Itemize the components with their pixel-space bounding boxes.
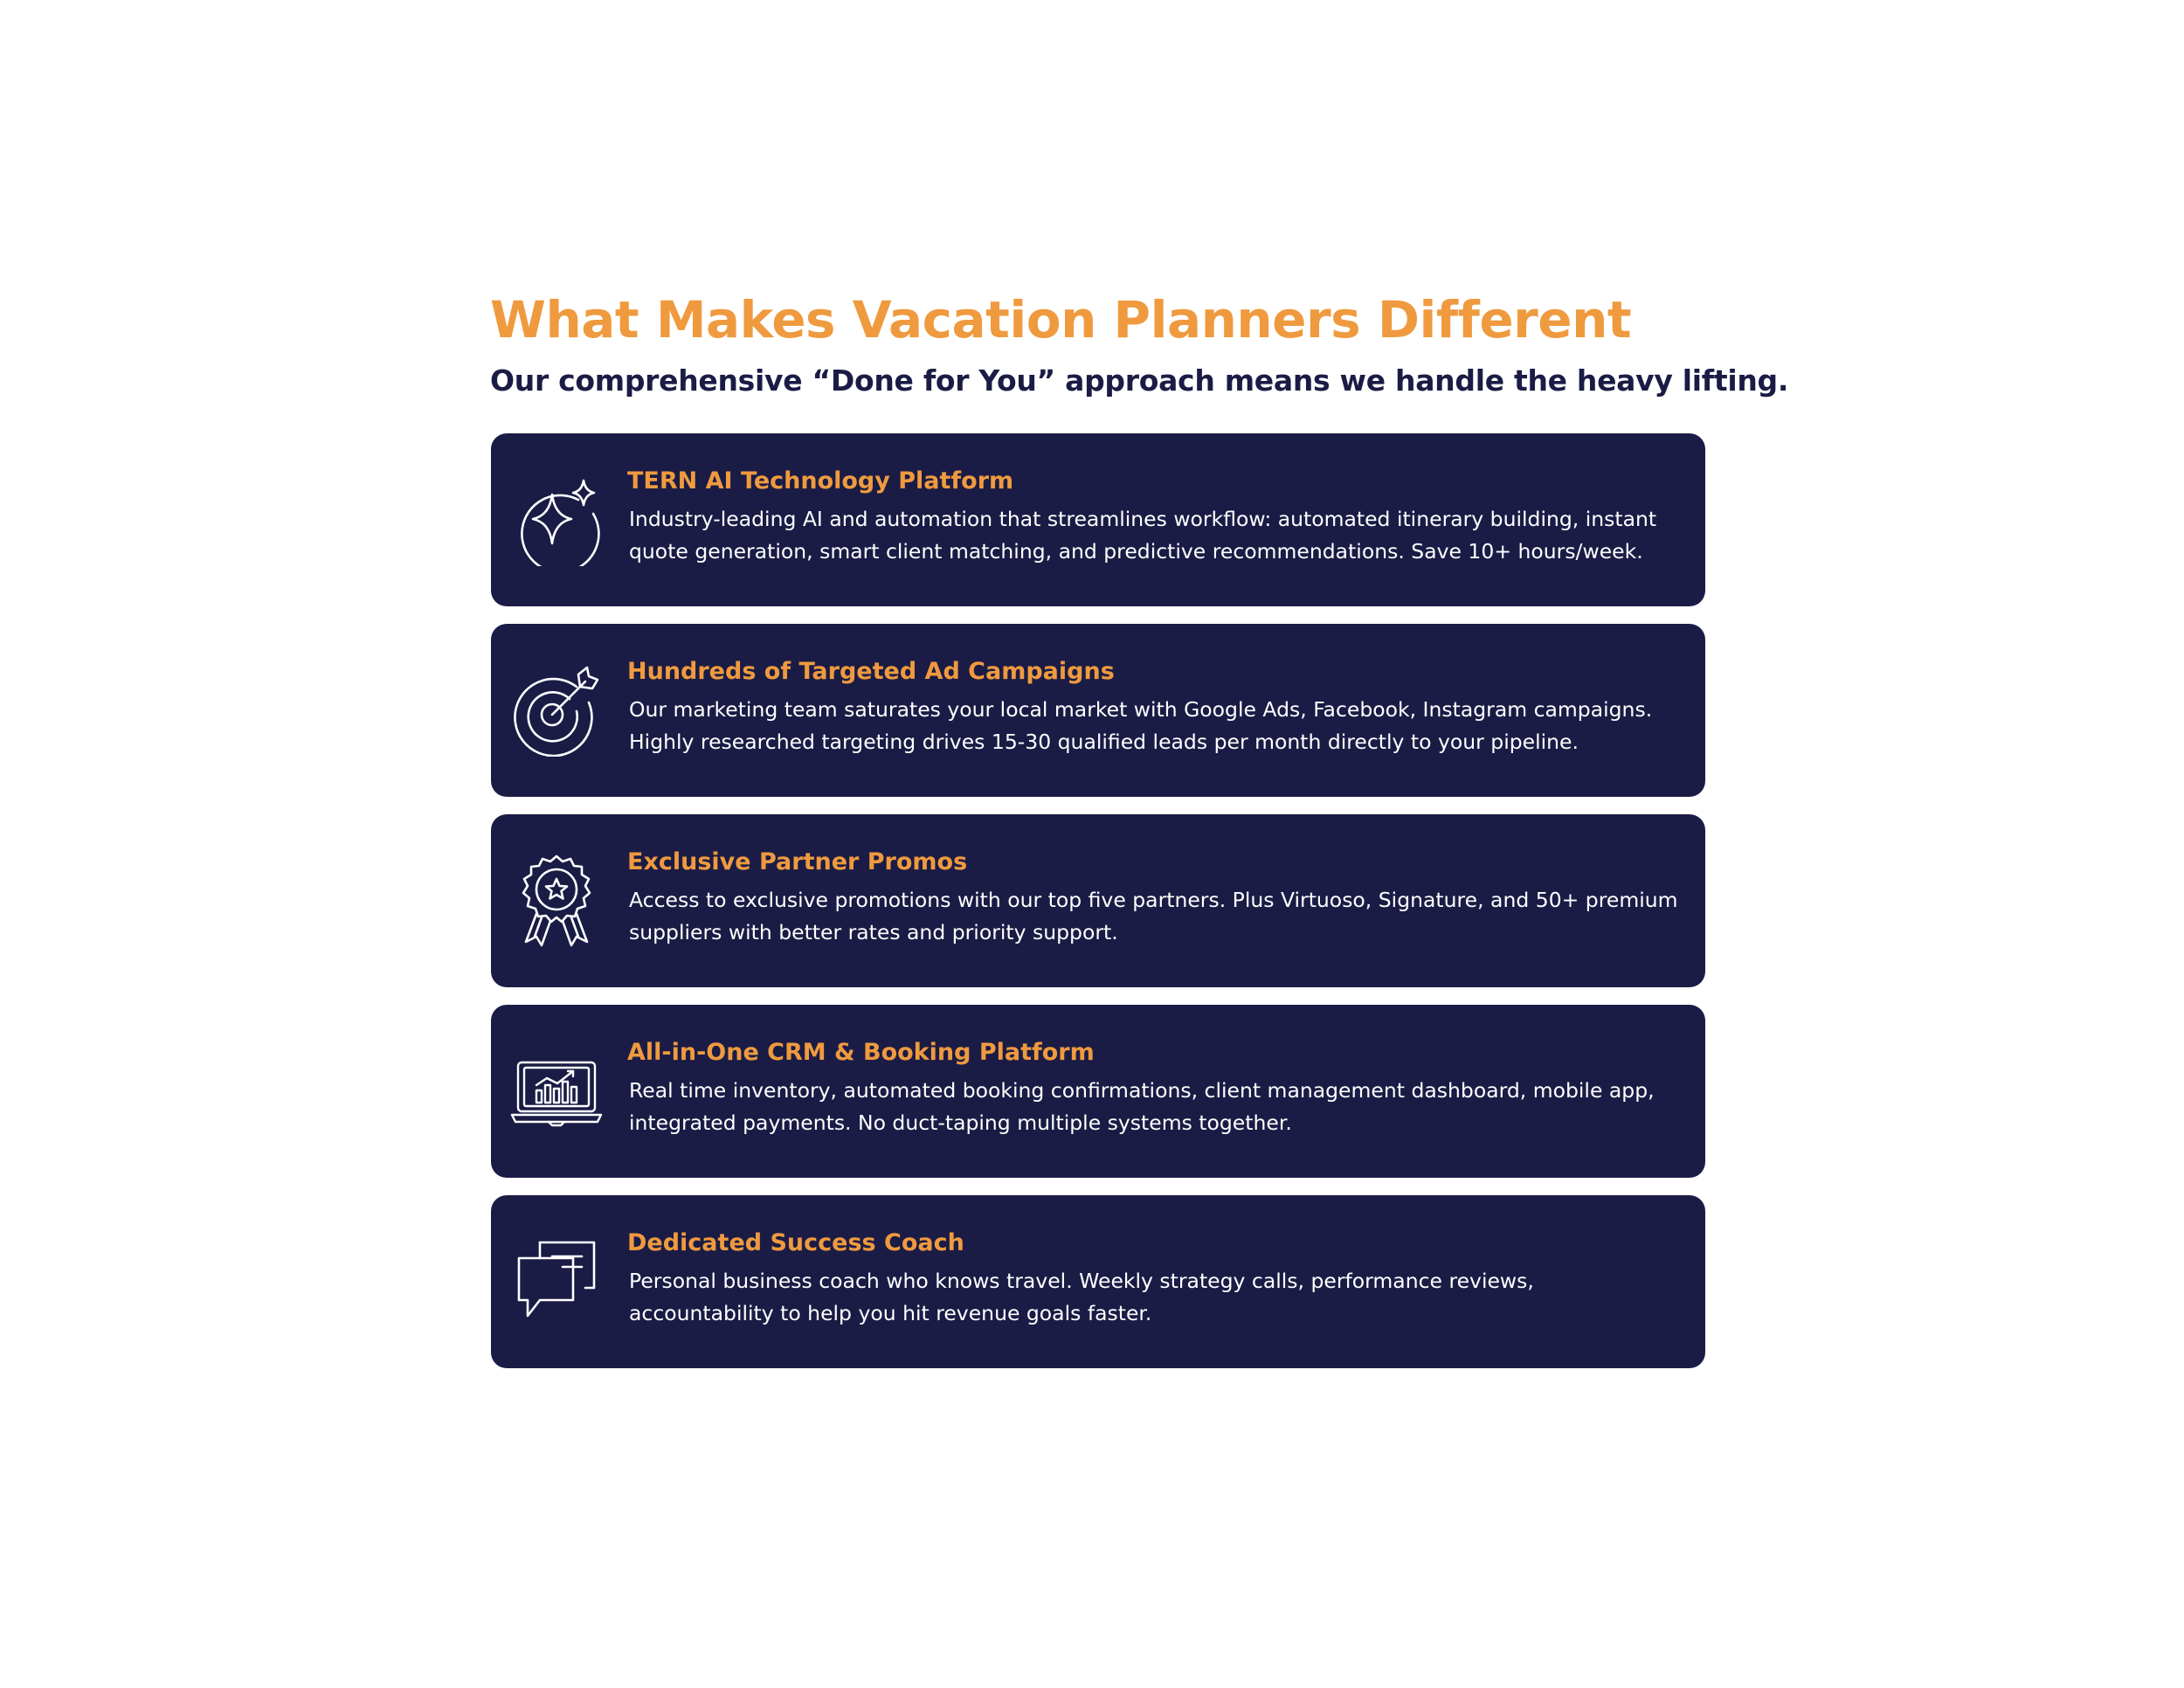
feature-card-partner-promos: [491, 814, 1705, 987]
feature-title: All-in-One CRM & Booking Platform: [627, 1039, 1095, 1066]
feature-card-ad-campaigns: [491, 624, 1705, 797]
feature-card-crm-platform: [491, 1005, 1705, 1178]
feature-description: Our marketing team saturates your local market with Google Ads, Facebook, Instagram campaigns. Highly researched targeting drives 15-30 qualified leads per month directly to your pipeline.: [629, 697, 1653, 754]
target-icon: [510, 664, 603, 757]
feature-description: Access to exclusive promotions with our top five partners. Plus Virtuoso, Signature, and 50+ premium suppliers with better rates and priority support.: [629, 888, 1678, 944]
feature-description: Personal business coach who knows travel. Weekly strategy calls, performance reviews, accountability to help you hit revenue goals faster.: [629, 1269, 1534, 1325]
feature-description: Real time inventory, automated booking confirmations, client management dashboard, mobile app, integrated payments. No duct-taping multiple systems together.: [629, 1078, 1655, 1135]
feature-card-ai-platform: [491, 433, 1705, 606]
page-title: What Makes Vacation Planners Different: [490, 290, 1632, 349]
features-section: [490, 288, 1789, 1325]
feature-title: Hundreds of Targeted Ad Campaigns: [627, 658, 1115, 685]
chat-bubbles-icon: [510, 1235, 603, 1328]
award-ribbon-icon: [510, 854, 603, 947]
feature-title: Dedicated Success Coach: [627, 1229, 964, 1256]
sparkle-icon: [510, 474, 603, 566]
feature-description: Industry-leading AI and automation that streamlines workflow: automated itinerary building, instant quote generation, smart client matching, and predictive recommendations. Save 10+ hours/week.: [629, 507, 1657, 564]
feature-list: [491, 433, 1705, 1386]
feature-card-success-coach: [491, 1195, 1705, 1368]
feature-title: TERN AI Technology Platform: [627, 467, 1014, 495]
feature-title: Exclusive Partner Promos: [627, 848, 968, 875]
laptop-chart-icon: [510, 1045, 603, 1138]
page-subtitle: Our comprehensive “Done for You” approach means we handle the heavy lifting.: [490, 363, 1789, 398]
